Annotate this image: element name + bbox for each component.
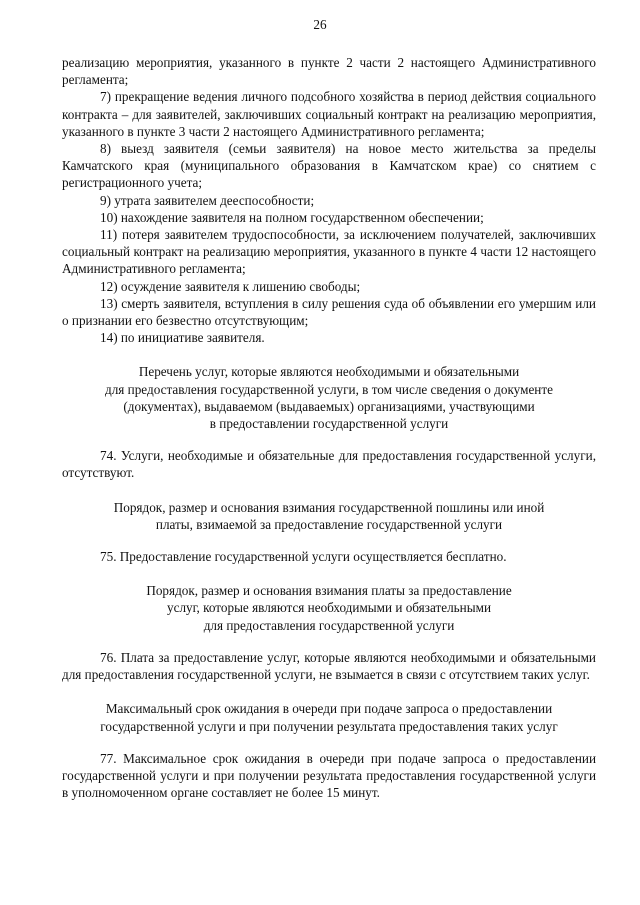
section-heading-queue-time: Максимальный срок ожидания в очереди при подаче запроса о предоставлении государственной услуги и при получении результата предоставления таких услуг — [100, 701, 558, 734]
document-body — [62, 54, 596, 801]
section-heading-service-fee: Порядок, размер и основания взимания платы за предоставление услуг, которые являются необходимыми и обязательными для предоставления государственной услуги — [146, 583, 512, 633]
list-item-9: 9) утрата заявителем дееспособности; — [100, 192, 315, 208]
section-heading-services: Перечень услуг, которые являются необходимыми и обязательными для предоставления государственной услуги, в том числе сведения о документе (документах), выдаваемом (выдаваемых) организациями, участвующими в предоставлении государственной услуги — [105, 364, 553, 432]
section-heading-state-fee: Порядок, размер и основания взимания государственной пошлины или иной платы, взимаемой за предоставление государственной услуги — [113, 499, 545, 532]
list-item-8: 8) выезд заявителя (семьи заявителя) на новое место жительства за пределы Камчатского края (муниципального образования в Камчатском крае) со снятием с регистрационного учета; — [62, 141, 596, 191]
list-item-12: 12) осуждение заявителя к лишению свободы; — [100, 278, 361, 294]
list-item-7: 7) прекращение ведения личного подсобного хозяйства в период действия социального контракта – для заявителей, заключивших социальный контракт на реализацию мероприятия, указанного в пункте 3 части 2 настоящего Административного регламента; — [62, 89, 596, 139]
paragraph-74: 74. Услуги, необходимые и обязательные для предоставления государственной услуги, отсутствуют. — [62, 448, 596, 481]
paragraph-77: 77. Максимальное срок ожидания в очереди при подаче запроса о предоставлении государственной услуги и при получении результата предоставления государственной услуги в уполномоченном органе составляет не более 15 минут. — [62, 750, 596, 801]
list-item-14: 14) по инициативе заявителя. — [100, 330, 265, 346]
paragraph-76: 76. Плата за предоставление услуг, которые являются необходимыми и обязательными для предоставления государственной услуги, не взымается в связи с отсутствием таких услуг. — [62, 649, 596, 683]
paragraph-continuation: реализацию мероприятия, указанного в пункте 2 части 2 настоящего Административного регламента; — [62, 55, 596, 88]
page-number: 26 — [313, 17, 327, 32]
paragraph-75: 75. Предоставление государственной услуги осуществляется бесплатно. — [100, 549, 507, 565]
list-item-13: 13) смерть заявителя, вступления в силу решения суда об объявлении его умершим или о признании его безвестно отсутствующим; — [62, 295, 596, 329]
list-item-11: 11) потеря заявителем трудоспособности, за исключением получателей, заключивших социальный контракт на реализацию мероприятия, указанного в пункте 4 части 12 настоящего Административного регламента; — [62, 227, 596, 277]
list-item-10: 10) нахождение заявителя на полном государственном обеспечении; — [100, 209, 484, 225]
